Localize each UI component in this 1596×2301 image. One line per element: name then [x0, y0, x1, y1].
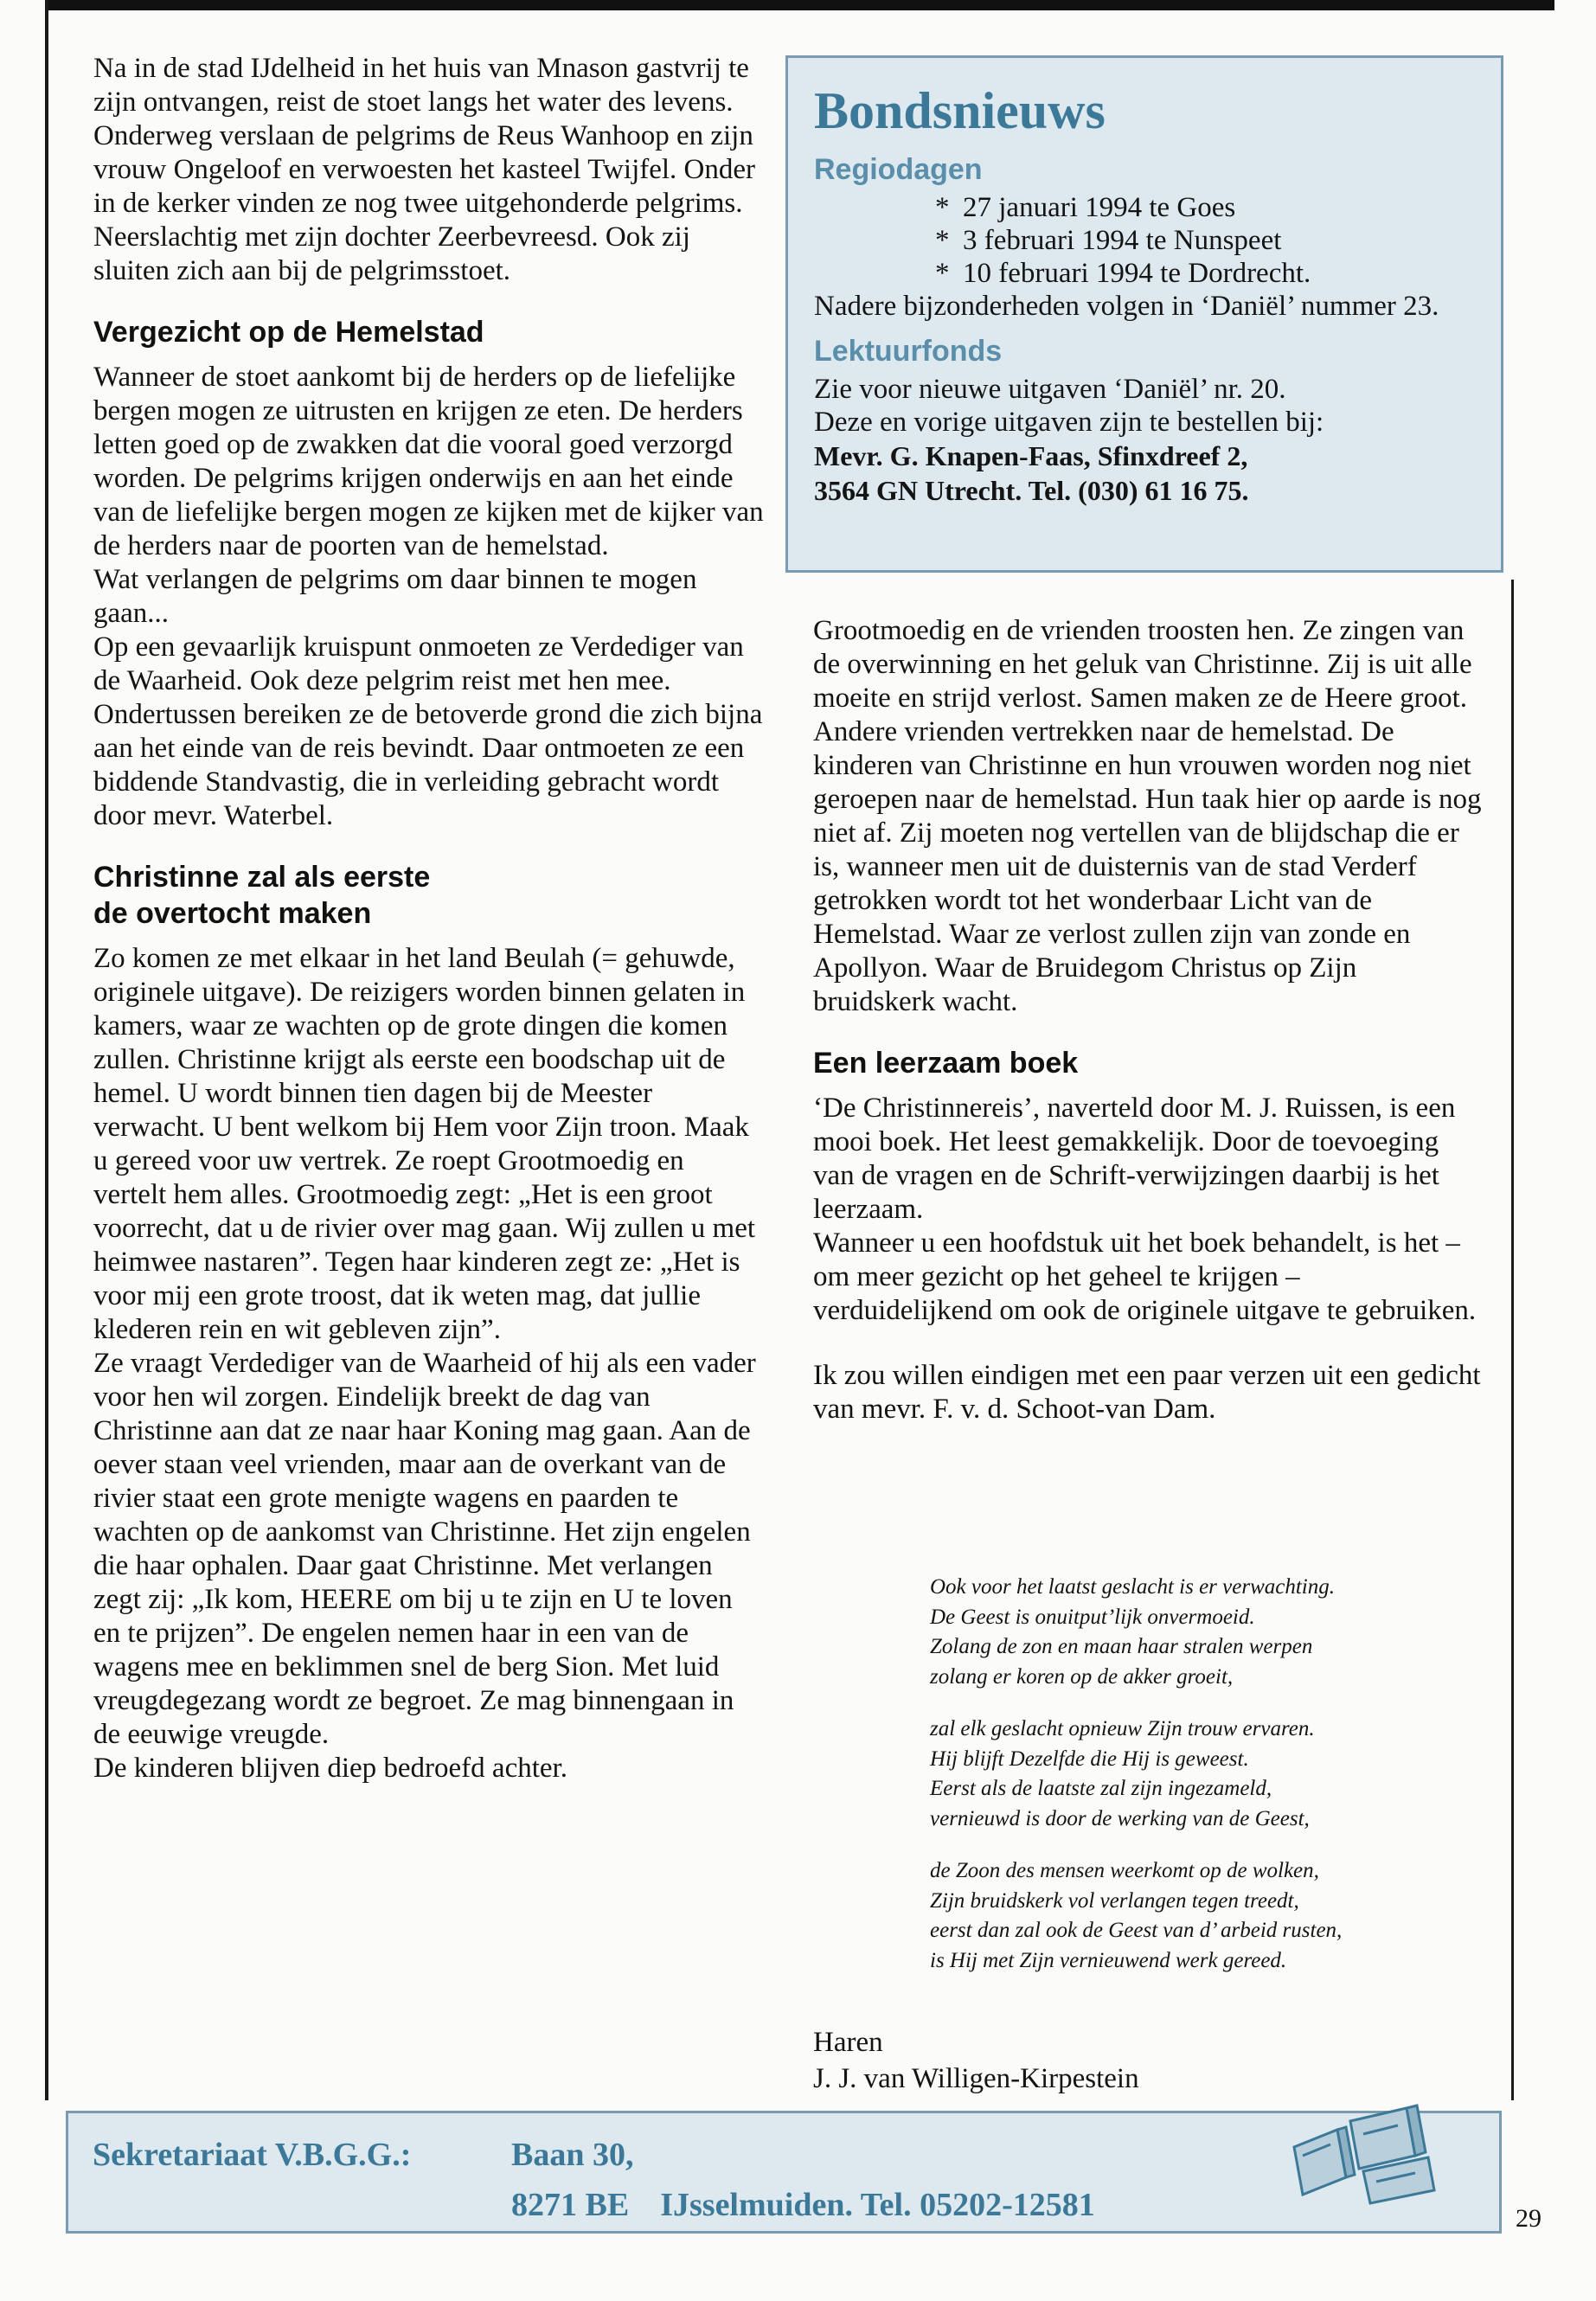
paragraph: Zo komen ze met elkaar in het land Beulah (= gehuwde, originele uitgave). De reizigers worden binnen gelaten in kamers, waar ze wachten op de grote dingen die komen zullen. Christinne krijgt als eerste een boodschap uit de hemel. U wordt binnen tien dagen bij de Meester verwacht. U bent welkom bij Hem voor Zijn troon. Maak u gereed voor uw vertrek. Ze roept Grootmoedig en vertelt hem alles. Grootmoedig zegt: „Het is een groot voorrecht, dat u de rivier over mag gaan. Wij zullen u met heimwee nastaren”. Tegen haar kinderen zegt ze: „Het is voor mij een grote troost, dat ik weten mag, dat jullie klederen rein en wit gebleven zijn”. [93, 943, 756, 1345]
page-number: 29 [1516, 2204, 1542, 2233]
paragraph: Wanneer de stoet aankomt bij de herders op de liefelijke bergen mogen ze uitrusten en krijgen ze eten. De herders letten goed op de zwakken dat die vooral goed verzorgd worden. De pelgrims krijgen onderwijs en aan het einde van de liefelijke bergen mogen ze kijken met de kijker van de herders naar de poorten van de hemelstad. [93, 362, 764, 561]
paragraph: Andere vrienden vertrekken naar de hemelstad. De kinderen van Christinne en hun vrouwen worden nog niet geroepen naar de hemelstad. Hun taak hier op aarde is nog niet af. Zij moeten nog vertellen van de blijdschap die er is, wanneer men uit de duisternis van de stad Verderf getrokken wordt tot het wonderbaar Licht van de Hemelstad. Waar ze verlost zullen zijn van zonde en Apollyon. Waar de Bruidegom Christus op Zijn bruidskerk wacht. [813, 716, 1482, 1017]
bullet-icon: * [935, 258, 950, 289]
heading-christinne-line1: Christinne zal als eerste [93, 861, 431, 894]
heading-vergezicht: Vergezicht op de Hemelstad [93, 316, 484, 349]
poem-stanza: de Zoon des mensen weerkomt op de wolken, Zijn bruidskerk vol verlangen tegen treedt, eerst dan zal ook de Geest van d’ arbeid rusten, is Hij met Zijn vernieuwend werk gereed. [930, 1859, 1343, 1972]
signature [813, 2024, 1139, 2097]
lektuur-line: Zie voor nieuwe uitgaven ‘Daniël’ nr. 20. [814, 374, 1286, 405]
left-border [45, 0, 48, 2100]
signature-author: J. J. van Willigen-Kirpestein [813, 2063, 1139, 2094]
heading-leerzaam-boek: Een leerzaam boek [813, 1047, 1079, 1080]
date-list [814, 191, 1477, 290]
left-column [93, 52, 764, 1785]
footer-address-line1: Baan 30, [511, 2137, 634, 2173]
signature-place: Haren [813, 2027, 883, 2058]
poem-stanza: Ook voor het laatst geslacht is er verwachting. De Geest is onuitput’lijk onvermoeid. Zolang de zon en maan haar stralen werpen zolang er koren op de akker groeit, [930, 1575, 1335, 1689]
heading-christinne-line2: de overtocht maken [93, 897, 372, 930]
column-divider [1511, 580, 1514, 2100]
footer-label: Sekretariaat V.B.G.G.: [93, 2137, 412, 2173]
regio-note: Nadere bijzonderheden volgen in ‘Daniël’ nummer 23. [814, 291, 1439, 322]
bullet-icon: * [935, 192, 950, 223]
paragraph: ‘De Christinnereis’, naverteld door M. J. Ruissen, is een mooi boek. Het leest gemakkelijk. Door de toevoeging van de vragen en de Schrift-verwijzingen daarbij is het leerzaam. [813, 1093, 1456, 1225]
box-title: Bondsnieuws [814, 82, 1106, 139]
poem-stanza: zal elk geslacht opnieuw Zijn trouw ervaren. Hij blijft Dezelfde die Hij is geweest. Eerst als de laatste zal zijn ingezameld, vernieuwd is door de werking van de Geest, [930, 1717, 1315, 1830]
top-border [45, 0, 1554, 10]
list-item: * 10 februari 1994 te Dordrecht. [935, 258, 1311, 289]
paragraph: De kinderen blijven diep bedroefd achter. [93, 1753, 567, 1784]
paragraph: Wat verlangen de pelgrims om daar binnen te mogen gaan... [93, 564, 697, 629]
paragraph: Ze vraagt Verdediger van de Waarheid of hij als een vader voor hen wil zorgen. Eindelijk breekt de dag van Christinne aan dat ze naar haar Koning mag gaan. Aan de oever staan veel vrienden, maar aan de overkant van de rivier staat een grote menigte wagens en paarden te wachten op de aankomst van Christinne. Het zijn engelen die haar ophalen. Daar gaat Christinne. Met verlangen zegt zij: „Ik kom, HEERE om bij u te zijn en U te loven en te prijzen”. De engelen nemen haar in een van de wagens mee en beklimmen snel de berg Sion. Met luid vreugdegezang wordt ze begroet. Ze mag binnengaan in de eeuwige vreugde. [93, 1348, 756, 1750]
right-column [813, 614, 1484, 1426]
regiodagen-heading: Regiodagen [814, 153, 983, 186]
list-item: * 3 februari 1994 te Nunspeet [935, 225, 1282, 256]
paragraph: Ondertussen bereiken ze de betoverde grond die zich bijna aan het einde van de reis bevindt. Daar ontmoeten ze een biddende Standvastig, die in verleiding gebracht wordt door mevr. Waterbel. [93, 699, 763, 831]
lektuurfonds-heading: Lektuurfonds [814, 335, 1003, 368]
paragraph: Wanneer u een hoofdstuk uit het boek behandelt, is het – om meer gezicht op het geheel te krijgen – verduidelijkend om ook de originele uitgave te gebruiken. [813, 1227, 1477, 1326]
bondsnieuws-box [785, 55, 1503, 573]
closing-paragraph: Ik zou willen eindigen met een paar verzen uit een gedicht van mevr. F. v. d. Schoot-van Dam. [813, 1360, 1481, 1425]
lektuur-line: Deze en vorige uitgaven zijn te bestellen bij: [814, 407, 1324, 438]
books-icon [1277, 2095, 1450, 2208]
bullet-icon: * [935, 225, 950, 256]
heading-christinne [93, 859, 764, 932]
paragraph: Grootmoedig en de vrienden troosten hen. Ze zingen van de overwinning en het geluk van Christinne. Zij is uit alle moeite en strijd verlost. Samen maken ze de Heere groot. [813, 615, 1472, 714]
paragraph: Op een gevaarlijk kruispunt onmoeten ze Verdediger van de Waarheid. Ook deze pelgrim reist met hen mee. [93, 631, 744, 696]
address-line: 3564 GN Utrecht. Tel. (030) 61 16 75. [814, 475, 1249, 506]
list-item: * 27 januari 1994 te Goes [935, 192, 1236, 223]
address-line: Mevr. G. Knapen-Faas, Sfinxdreef 2, [814, 440, 1248, 471]
intro-paragraph: Na in de stad IJdelheid in het huis van Mnason gastvrij te zijn ontvangen, reist de stoet langs het water des levens. Onderweg verslaan de pelgrims de Reus Wanhoop en zijn vrouw Ongeloof en verwoesten het kasteel Twijfel. Onder in de kerker vinden ze nog twee uitgehonderde pelgrims. Neerslachtig met zijn dochter Zeerbevreesd. Ook zij sluiten zich aan bij de pelgrimsstoet. [93, 53, 756, 286]
poem [930, 1573, 1484, 1998]
footer-address-line2: 8271 BE IJsselmuiden. Tel. 05202-12581 [511, 2187, 1095, 2223]
